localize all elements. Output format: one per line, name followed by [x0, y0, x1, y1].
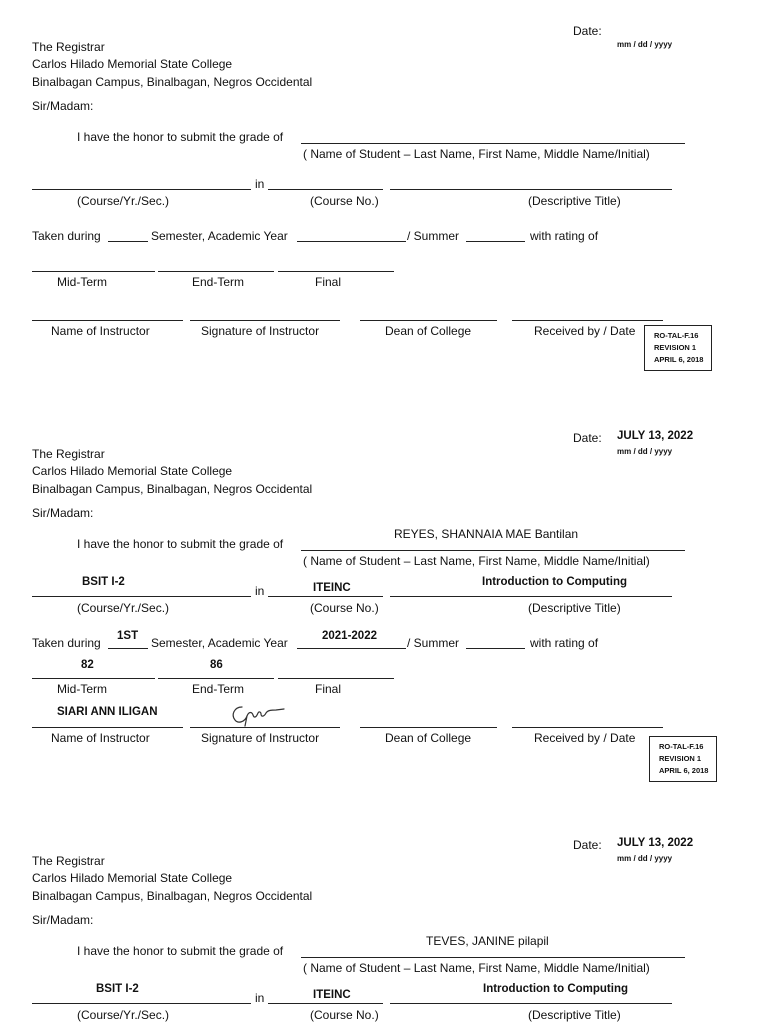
campus-address: Binalbagan Campus, Binalbagan, Negros Occidental [32, 75, 313, 89]
dean-line [360, 727, 497, 728]
summer-line [466, 241, 525, 242]
student-name-caption: ( Name of Student – Last Name, First Name, Middle Name/Initial) [303, 554, 650, 568]
course-line [32, 1003, 251, 1004]
instructor-name-caption: Name of Instructor [51, 731, 150, 745]
rating-label: with rating of [530, 229, 599, 243]
course-no-caption: (Course No.) [310, 1008, 379, 1022]
addressee: The Registrar [32, 40, 105, 54]
course-no-value: ITEINC [313, 989, 351, 1001]
signature-caption: Signature of Instructor [201, 731, 320, 745]
academic-year-line [297, 648, 406, 649]
course-value: BSIT I-2 [96, 983, 139, 995]
course-no-caption: (Course No.) [310, 601, 379, 615]
taken-during-label: Taken during [32, 636, 101, 650]
received-line [512, 727, 663, 728]
student-name-line [301, 143, 685, 144]
endterm-caption: End-Term [192, 275, 245, 289]
signature-line [190, 727, 340, 728]
in-label: in [255, 991, 265, 1005]
course-no-line [268, 596, 383, 597]
instructor-name-caption: Name of Instructor [51, 324, 150, 338]
received-caption: Received by / Date [534, 324, 636, 338]
academic-year-line [297, 241, 406, 242]
instructor-name-value: SIARI ANN ILIGAN [57, 706, 158, 718]
stamp-revision: REVISION 1 [659, 754, 702, 763]
midterm-line [32, 271, 155, 272]
course-value: BSIT I-2 [82, 576, 125, 588]
form-code-stamp [649, 736, 717, 782]
instructor-name-line [32, 320, 183, 321]
final-caption: Final [315, 682, 342, 696]
college-name: Carlos Hilado Memorial State College [32, 57, 233, 71]
student-name-line [301, 550, 685, 551]
honor-text: I have the honor to submit the grade of [77, 537, 284, 551]
dean-line [360, 320, 497, 321]
dean-caption: Dean of College [385, 324, 472, 338]
summer-label: / Summer [407, 636, 460, 650]
descriptive-title-line [390, 1003, 672, 1004]
semester-line [108, 648, 148, 649]
descriptive-title-value: Introduction to Computing [483, 983, 628, 995]
taken-during-label: Taken during [32, 229, 101, 243]
course-no-line [268, 189, 383, 190]
addressee: The Registrar [32, 447, 105, 461]
course-no-caption: (Course No.) [310, 194, 379, 208]
course-line [32, 189, 251, 190]
descriptive-title-caption: (Descriptive Title) [528, 194, 621, 208]
date-value: JULY 13, 2022 [617, 430, 694, 442]
received-line [512, 320, 663, 321]
date-label: Date: [573, 838, 602, 852]
instructor-name-line [32, 727, 183, 728]
course-caption: (Course/Yr./Sec.) [77, 601, 170, 615]
date-format: mm / dd / yyyy [617, 40, 673, 49]
stamp-date: APRIL 6, 2018 [659, 766, 709, 775]
salutation: Sir/Madam: [32, 506, 94, 520]
campus-address: Binalbagan Campus, Binalbagan, Negros Occidental [32, 889, 313, 903]
academic-year-value: 2021-2022 [322, 630, 377, 642]
date-label: Date: [573, 431, 602, 445]
summer-line [466, 648, 525, 649]
descriptive-title-value: Introduction to Computing [482, 576, 627, 588]
signature-caption: Signature of Instructor [201, 324, 320, 338]
semester-ay-label: Semester, Academic Year [151, 229, 288, 243]
student-name-caption: ( Name of Student – Last Name, First Name, Middle Name/Initial) [303, 961, 650, 975]
midterm-grade-value: 82 [81, 659, 94, 671]
descriptive-title-caption: (Descriptive Title) [528, 1008, 621, 1022]
final-line [278, 271, 394, 272]
college-name: Carlos Hilado Memorial State College [32, 871, 233, 885]
course-no-line [268, 1003, 383, 1004]
course-no-value: ITEINC [313, 582, 351, 594]
stamp-date: APRIL 6, 2018 [654, 355, 704, 364]
salutation: Sir/Madam: [32, 913, 94, 927]
midterm-caption: Mid-Term [57, 275, 107, 289]
semester-line [108, 241, 148, 242]
final-caption: Final [315, 275, 342, 289]
honor-text: I have the honor to submit the grade of [77, 944, 284, 958]
in-label: in [255, 177, 265, 191]
endterm-grade-value: 86 [210, 659, 223, 671]
in-label: in [255, 584, 265, 598]
stamp-code: RO-TAL-F.16 [654, 331, 699, 340]
campus-address: Binalbagan Campus, Binalbagan, Negros Occidental [32, 482, 313, 496]
student-name-caption: ( Name of Student – Last Name, First Name, Middle Name/Initial) [303, 147, 650, 161]
endterm-caption: End-Term [192, 682, 245, 696]
endterm-line [158, 678, 274, 679]
college-name: Carlos Hilado Memorial State College [32, 464, 233, 478]
midterm-line [32, 678, 155, 679]
addressee: The Registrar [32, 854, 105, 868]
salutation: Sir/Madam: [32, 99, 94, 113]
descriptive-title-caption: (Descriptive Title) [528, 601, 621, 615]
dean-caption: Dean of College [385, 731, 472, 745]
stamp-code: RO-TAL-F.16 [659, 742, 704, 751]
final-line [278, 678, 394, 679]
date-label: Date: [573, 24, 602, 38]
semester-ay-label: Semester, Academic Year [151, 636, 288, 650]
student-name-value: TEVES, JANINE pilapil [426, 934, 549, 948]
course-caption: (Course/Yr./Sec.) [77, 194, 170, 208]
date-format: mm / dd / yyyy [617, 854, 673, 863]
descriptive-title-line [390, 189, 672, 190]
rating-label: with rating of [530, 636, 599, 650]
instructor-signature-image [228, 701, 286, 729]
summer-label: / Summer [407, 229, 460, 243]
honor-text: I have the honor to submit the grade of [77, 130, 284, 144]
grade-form-3 [0, 814, 768, 1024]
signature-line [190, 320, 340, 321]
student-name-line [301, 957, 685, 958]
course-caption: (Course/Yr./Sec.) [77, 1008, 170, 1022]
endterm-line [158, 271, 274, 272]
grade-form-1 [0, 0, 768, 400]
course-line [32, 596, 251, 597]
semester-value: 1ST [117, 630, 139, 642]
date-format: mm / dd / yyyy [617, 447, 673, 456]
student-name-value: REYES, SHANNAIA MAE Bantilan [394, 527, 579, 541]
form-code-stamp [644, 325, 712, 371]
received-caption: Received by / Date [534, 731, 636, 745]
date-value: JULY 13, 2022 [617, 837, 694, 849]
grade-form-2 [0, 407, 768, 807]
descriptive-title-line [390, 596, 672, 597]
midterm-caption: Mid-Term [57, 682, 107, 696]
stamp-revision: REVISION 1 [654, 343, 697, 352]
